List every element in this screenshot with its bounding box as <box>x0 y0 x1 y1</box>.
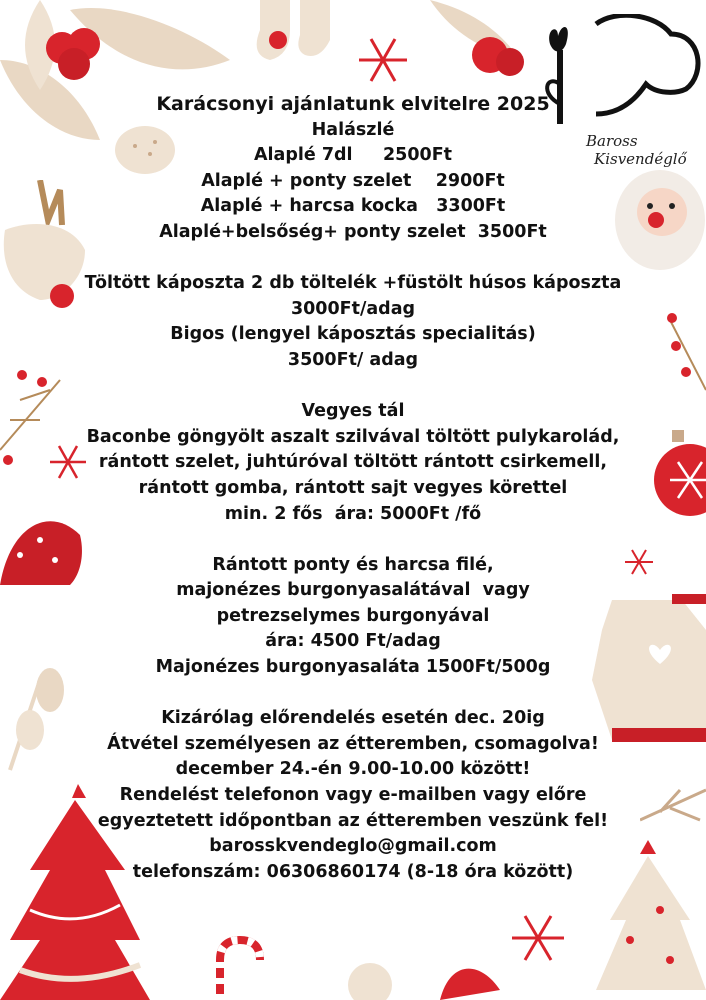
info-line: december 24.-én 9.00-10.00 között! <box>175 759 531 780</box>
menu-line: Vegyes tál <box>301 401 405 422</box>
menu-line: petrezselymes burgonyával <box>216 605 490 626</box>
snowflake-icon <box>355 32 411 88</box>
menu-line: Alaplé 7dl 2500Ft <box>253 145 453 166</box>
menu-line: 3500Ft/ adag <box>287 349 419 370</box>
red-ornament-icon <box>650 430 706 520</box>
phone-text: telefonszám: 06306860174 (8-18 óra között) <box>132 861 574 882</box>
menu-line: Rántott ponty és harcsa filé, <box>212 554 494 575</box>
twig-icon <box>640 780 706 840</box>
snowflake-bottom-icon <box>508 908 568 968</box>
menu-line: Bigos (lengyel káposztás specialitás) <box>170 324 536 345</box>
berry-branch-right-icon <box>660 310 706 400</box>
logo-name-line1: Baross <box>586 132 638 150</box>
menu-line: Baconbe göngyölt aszalt szilvával töltött pulykarolád, <box>86 426 620 447</box>
menu-line: Halászlé <box>311 119 395 140</box>
christmas-sock-icon <box>250 0 340 70</box>
menu-line: majonézes burgonyasalátával vagy <box>176 580 530 601</box>
menu-line: Alaplé+belsőség+ ponty szelet 3500Ft <box>159 221 547 242</box>
page-title: Karácsonyi ajánlatunk elvitelre 2025 <box>156 93 550 115</box>
email-text: barosskvendeglo@gmail.com <box>209 836 497 857</box>
menu-line: min. 2 fős ára: 5000Ft /fő <box>224 503 482 524</box>
menu-line: Alaplé + harcsa kocka 3300Ft <box>200 196 506 217</box>
info-line: egyeztetett időpontban az étteremben veszünk fel! <box>97 810 609 831</box>
menu-line: rántott gomba, rántott sajt vegyes körettel <box>138 477 568 498</box>
info-line: Átvétel személyesen az étteremben, csomagolva! <box>107 733 599 754</box>
info-line: Rendelést telefonon vagy e-mailben vagy előre <box>119 785 587 806</box>
offer-content <box>60 92 646 885</box>
menu-line: Majonézes burgonyasaláta 1500Ft/500g <box>155 657 551 678</box>
menu-line: Alaplé + ponty szelet 2900Ft <box>201 170 505 191</box>
logo-name-line2: Kisvendéglő <box>594 150 687 168</box>
menu-line: ára: 4500 Ft/adag <box>265 631 441 652</box>
info-line: Kizárólag előrendelés esetén dec. 20ig <box>161 708 545 729</box>
menu-line: 3000Ft/adag <box>290 298 416 319</box>
menu-line: rántott szelet, juhtúróval töltött rántott csirkemell, <box>98 452 608 473</box>
menu-line: Töltött káposzta 2 db töltelék +füstölt húsos káposzta <box>84 273 622 294</box>
ornament-berries-icon <box>430 0 540 90</box>
bottom-decorations-icon <box>150 930 510 1000</box>
